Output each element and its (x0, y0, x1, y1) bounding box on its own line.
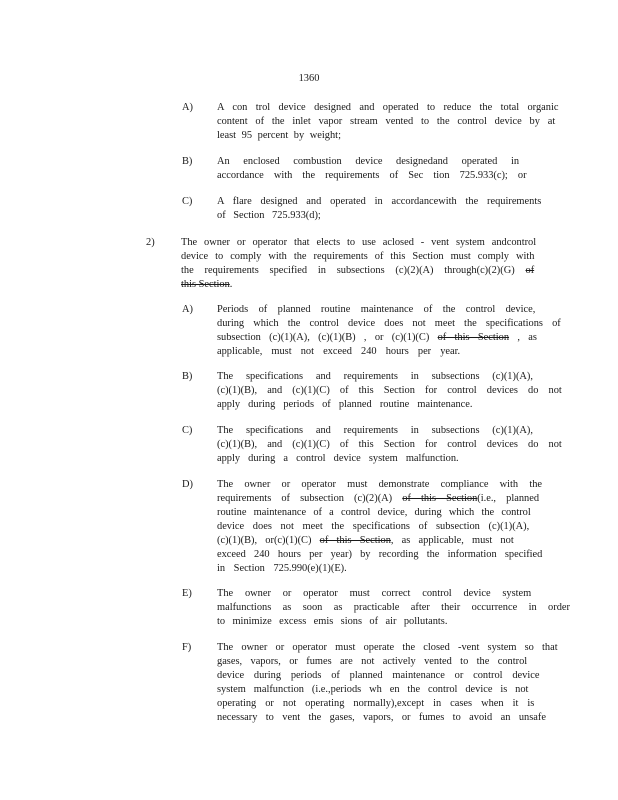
struck-text: this Section (181, 279, 230, 290)
struck-text: of (525, 265, 535, 276)
item-text: The specifications and requirements in subsections (c)(1)(A), (c)(1)(B), and (c)(1)(C) of this Section for control devices do not apply during periods of planned routine maintenance. (217, 371, 562, 410)
item-text: The owner or operator must demonstrate compliance with the requirements of subsection (c)(2)(A) of this Section(i.e., planned routine maintenance of a control device, during which the control device does not meet the specifications of subsection (c)(1)(A), (c)(1)(B), or(c)(1)(C) of this Section, as applicable, must not exceed 240 hours per year) by recording the information specified in Section 725.990(e)(1)(E). (217, 479, 543, 574)
page-number: 1360 (298, 73, 320, 84)
item-label: A) (182, 304, 193, 315)
item-label: E) (182, 588, 192, 599)
item-text: The owner or operator must operate the closed -vent system so that gases, vapors, or fumes are not actively vented to the control device during periods of planned maintenance or control device system malfunction (i.e.,periods wh en the control device is not operating or not operating normally),except in cases when it is necessary to vent the gases, vapors, or fumes to avoid an unsafe (217, 642, 558, 723)
item-label: C) (182, 425, 193, 436)
item-label: 2) (146, 237, 155, 248)
item-text: A con trol device designed and operated to reduce the total organic content of the inlet vapor stream vented to the control device by at least 95 percent by weight; (217, 102, 559, 141)
struck-text: of this Section (402, 493, 478, 504)
struck-text: of this Section (437, 332, 510, 343)
item-text: A flare designed and operated in accordancewith the requirements of Section 725.933(d); (217, 196, 542, 221)
item-label: A) (182, 102, 193, 113)
item-label: F) (182, 642, 192, 653)
item-text: Periods of planned routine maintenance of the control device, during which the control device does not meet the specifications of subsection (c)(1)(A), (c)(1)(B) , or (c)(1)(C) of this Section , as applicable, must not exceed 240 hours per year. (217, 304, 561, 357)
item-label: B) (182, 371, 193, 382)
item-label: B) (182, 156, 193, 167)
item-text: The specifications and requirements in subsections (c)(1)(A), (c)(1)(B), and (c)(1)(C) of this Section for control devices do not apply during a control device system malfunction. (217, 425, 562, 464)
item-text: The owner or operator must correct control device system malfunctions as soon as practicable after their occurrence in order to minimize excess emis sions of air pollutants. (217, 588, 570, 627)
item-label: C) (182, 196, 193, 207)
item-text: The owner or operator that elects to use aclosed - vent system andcontrol device to comply with the requirements of this Section must comply with the requirements specified in subsections (c)(2)(A) through(c)(2)(G) of this Section. (181, 237, 537, 290)
struck-text: of this Section (319, 535, 391, 546)
item-label: D) (182, 479, 193, 490)
item-text: An enclosed combustion device designedand operated in accordance with the requirements of Sec tion 725.933(c); or (217, 156, 527, 181)
